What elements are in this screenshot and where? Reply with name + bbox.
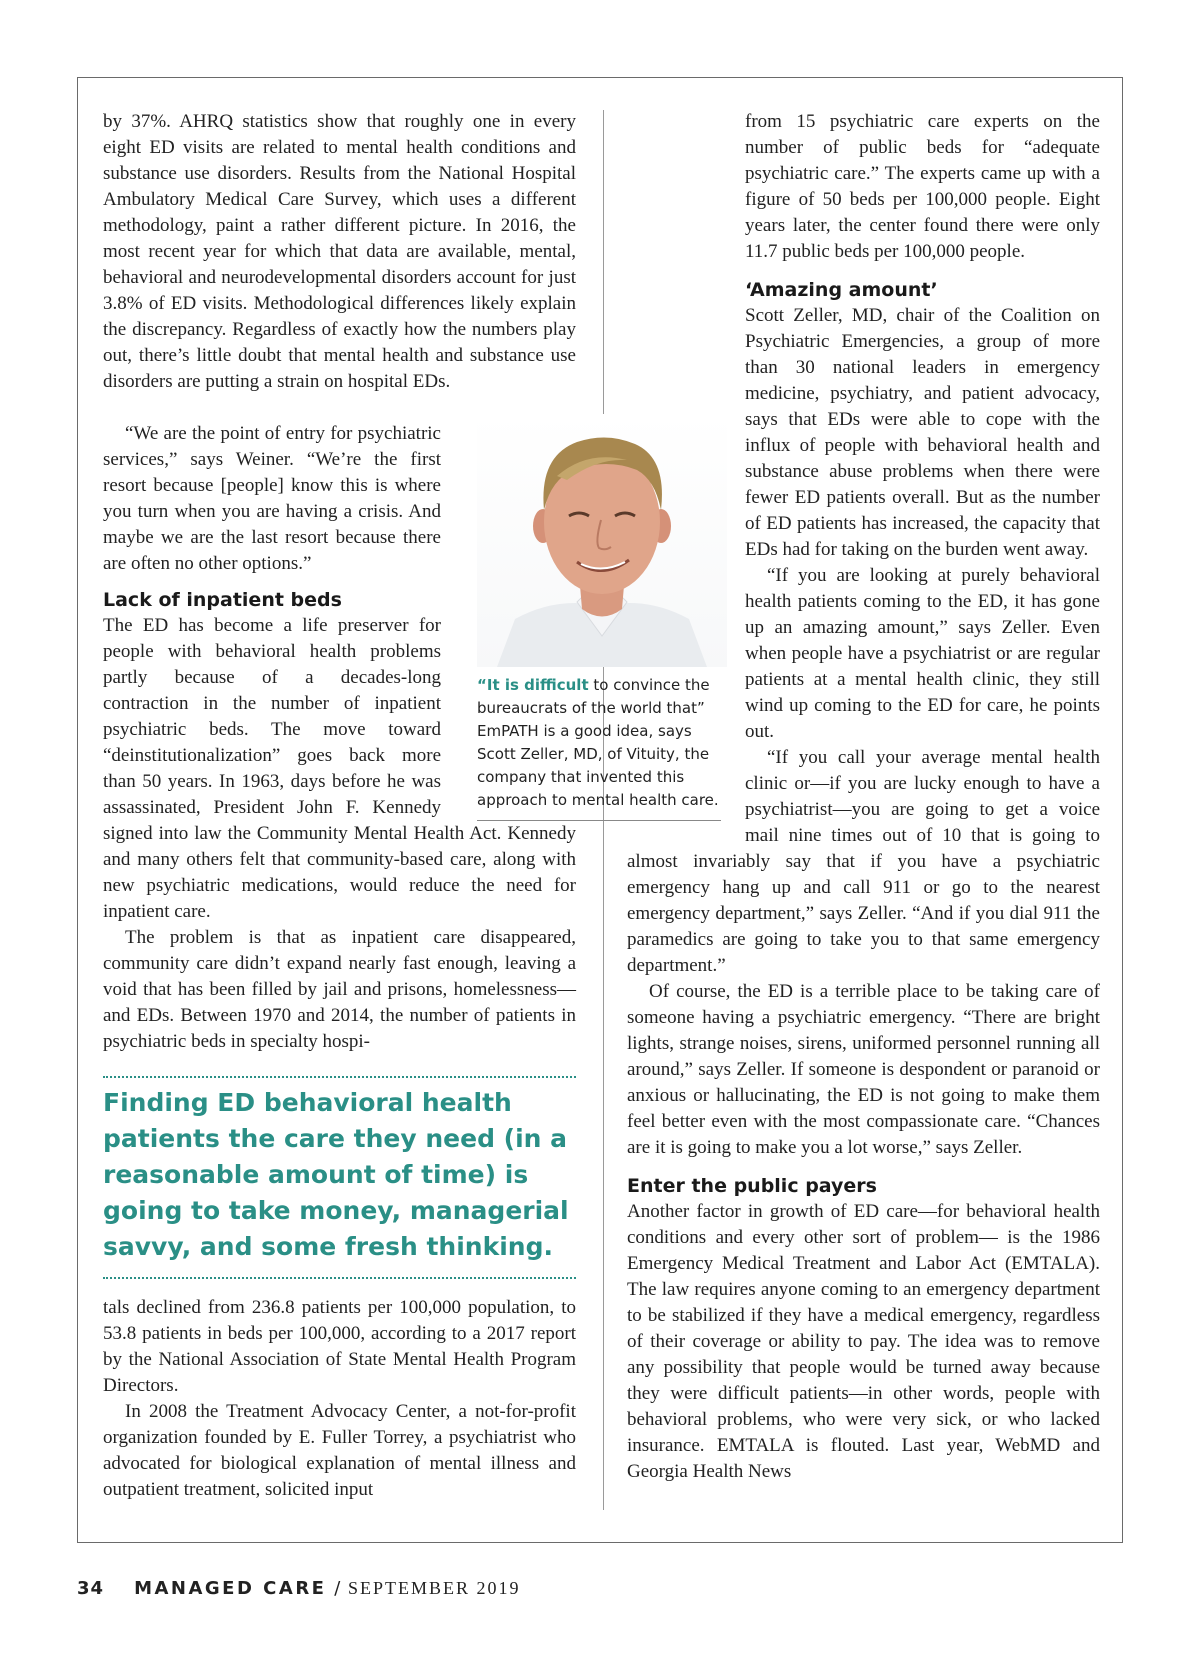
- section-heading: Lack of inpatient beds: [103, 589, 342, 611]
- paragraph: The problem is that as inpatient care disappeared, community care didn’t expand nearly fast enough, leaving a void that has been filled by jail and prisons, homelessness—and EDs. Between 1970 and 2014, the number of patients in psychiatric beds in specialty hospi-: [103, 927, 576, 1052]
- page-number: 34: [77, 1578, 105, 1599]
- section-heading: ‘Amazing amount’: [745, 279, 938, 301]
- caption-lead: “It is difficult: [477, 676, 589, 694]
- left-column-top: [103, 109, 576, 395]
- paragraph: The ED has become a life preserver for people with behavioral health problems partly because of a decades-long contraction in the number of inpatient psychiatric beds. The move toward “deinstitutionalization” goes back more than 50 years. In 1963, days before he was assassinated, President John F. Kennedy signed into law the Community Mental Health Act. Kennedy and many others felt that community-based care, along with new psychiatric medications, would reduce the need for inpatient care.: [103, 615, 576, 922]
- paragraph: “We are the point of entry for psychiatric services,” says Weiner. “We’re the first resort because [people] know this is where you turn when you are having a crisis. And maybe we are the last resort because there are often no other options.”: [103, 423, 441, 574]
- magazine-name: MANAGED CARE: [134, 1578, 327, 1599]
- section-heading: Enter the public payers: [627, 1175, 877, 1197]
- left-column-bottom: [103, 1295, 576, 1503]
- paragraph: “If you call your average mental health clinic or—if you are lucky enough to have a psychiatrist—you are going to get a voice mail nine times out of 10 that is going to almost invariably say that if you have a psychiatric emergency hang up and call 911 or go to the nearest emergency department,” says Zeller. “And if you dial 911 the paramedics are going to take you to that same emergency department.”: [627, 747, 1100, 976]
- pull-quote: Finding ED behavioral health patients the care they need (in a reasonable amount of time) is going to take money, managerial savvy, and some fresh thinking.: [103, 1076, 576, 1279]
- photo-wrap-spacer: [627, 395, 745, 835]
- page-footer: [77, 1578, 521, 1599]
- paragraph: Of course, the ED is a terrible place to be taking care of someone having a psychiatric emergency. “There are bright lights, strange noises, sirens, uniformed personnel running all around,” says Zeller. If someone is despondent or paranoid or anxious or hallucinating, the ED is not going to make them feel better even with the most compassionate care. “Chances are it is going to make you a lot worse,” says Zeller.: [627, 981, 1100, 1158]
- paragraph: In 2008 the Treatment Advocacy Center, a not-for-profit organization founded by E. Fuller Torrey, a psychiatrist who advocated for biological explanation of mental illness and outpatient treatment, solicited input: [103, 1401, 576, 1500]
- footer-separator: /: [334, 1578, 341, 1599]
- paragraph: by 37%. AHRQ statistics show that roughly one in every eight ED visits are related to mental health conditions and substance use disorders. Results from the National Hospital Ambulatory Medical Care Survey, which uses a different methodology, paint a rather different picture. In 2016, the most recent year for which that data are available, mental, behavioral and neurodevelopmental disorders account for just 3.8% of ED visits. Methodological differences likely explain the discrepancy. Regardless of exactly how the numbers play out, there’s little doubt that mental health and substance use disorders are putting a strain on hospital EDs.: [103, 111, 576, 392]
- paragraph: Another factor in growth of ED care—for behavioral health conditions and every other sort of problem— is the 1986 Emergency Medical Treatment and Labor Act (EMTALA). The law requires anyone coming to an emergency department to be stabilized if they have a medical emergency, regardless of their coverage or ability to pay. The idea was to remove any possibility that people would be turned away because they were difficult patients—in other words, people with behavioral problems, who were very sick, or who lacked insurance. EMTALA is flouted. Last year, WebMD and Georgia Health News: [627, 1201, 1100, 1482]
- caption-text: to convince the bureaucrats of the world that” EmPATH is a good idea, says Scott Zeller, MD, of Vituity, the company that invented this approach to mental health care.: [477, 676, 719, 809]
- issue-date: SEPTEMBER 2019: [348, 1578, 521, 1598]
- right-column-flow: [627, 109, 1100, 1485]
- paragraph: “If you are looking at purely behavioral health patients coming to the ED, it has gone up an amazing amount,” says Zeller. Even when people have a psychiatrist or are regular patients at a mental health clinic, they still wind up coming to the ED for care, he points out.: [745, 565, 1100, 742]
- paragraph: Scott Zeller, MD, chair of the Coalition on Psychiatric Emergencies, a group of more than 30 national leaders in emergency medicine, psychiatry, and patient advocacy, says that EDs were able to cope with the influx of people with behavioral health and substance abuse problems when there were fewer ED patients overall. But as the number of ED patients has increased, the capacity that EDs had for taking on the burden went away.: [745, 305, 1100, 560]
- paragraph: from 15 psychiatric care experts on the number of public beds for “adequate psychiatric care.” The experts came up with a figure of 50 beds per 100,000 people. Eight years later, the center found there were only 11.7 public beds per 100,000 people.: [745, 111, 1100, 262]
- paragraph: tals declined from 236.8 patients per 100,000 population, to 53.8 patients in beds per 100,000, according to a 2017 report by the National Association of State Mental Health Program Directors.: [103, 1297, 576, 1396]
